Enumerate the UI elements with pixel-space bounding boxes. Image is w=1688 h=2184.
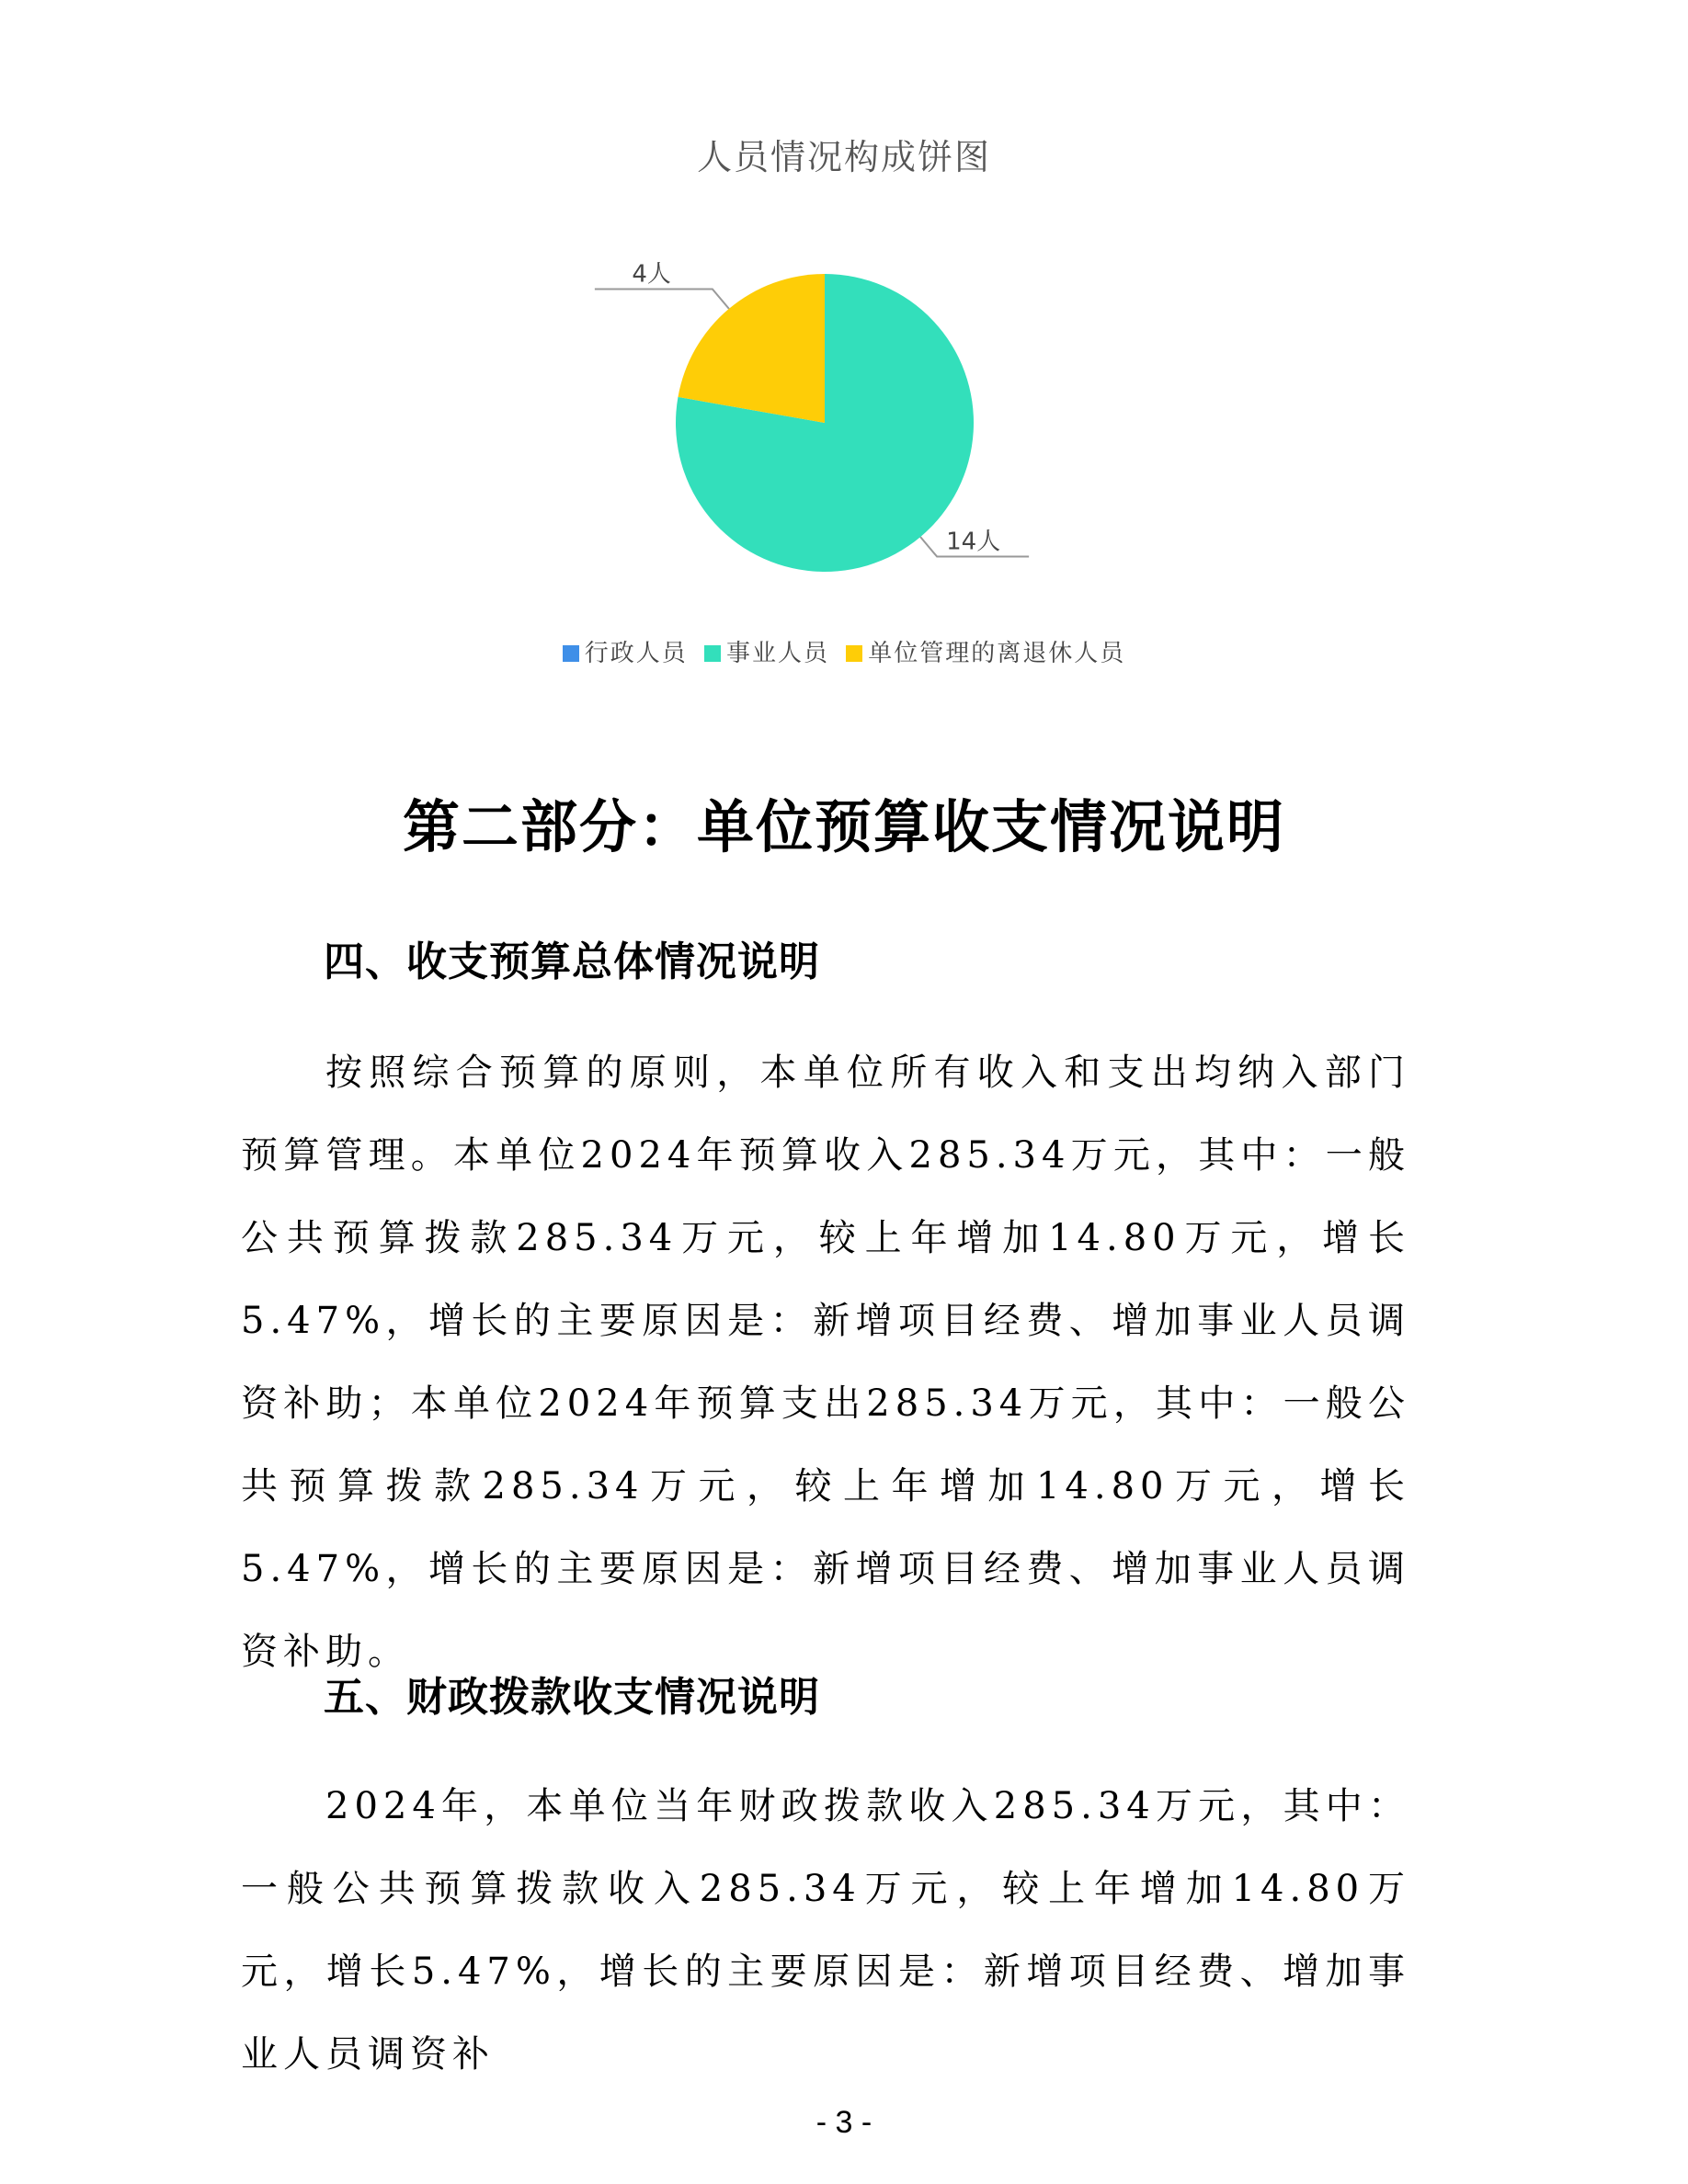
pie-label-retired-leader	[595, 289, 729, 308]
pie-label-retired: 4人	[632, 260, 671, 289]
section-title: 第二部分：单位预算收支情况说明	[402, 793, 1285, 860]
paragraph-overall-budget: 按照综合预算的原则，本单位所有收入和支出均纳入部门预算管理。本单位2024年预算收入285.34万元，其中：一般公共预算拨款285.34万元，较上年增加14.80万元，增长5.47%，增长的主要原因是：新增项目经费、增加事业人员调资补助；本单位2024年预算支出285.34万元，其中：一般公共预算拨款285.34万元，较上年增加14.80万元，增长5.47%，增长的主要原因是：新增项目经费、增加事业人员调资补助。	[241, 1052, 1410, 1673]
paragraph-fiscal-appropriation: 2024年，本单位当年财政拨款收入285.34万元，其中：一般公共预算拨款收入285.34万元，较上年增加14.80万元，增长5.47%，增长的主要原因是：新增项目经费、增加事业人员调资补	[241, 1785, 1410, 2076]
chart-title: 人员情况构成饼图	[696, 137, 991, 177]
legend-swatch-retired	[846, 645, 862, 662]
chart-legend	[0, 634, 1688, 668]
legend-label-institution: 事业人员	[725, 640, 829, 667]
legend-item-institution	[704, 634, 829, 668]
pie-chart	[0, 0, 1688, 625]
legend-label-admin: 行政人员	[584, 640, 688, 667]
heading-overall-budget: 四、收支预算总体情况说明	[324, 938, 820, 985]
heading-fiscal-appropriation: 五、财政拨款收支情况说明	[324, 1674, 820, 1721]
pie-label-institution: 14人	[946, 528, 1001, 556]
legend-item-retired	[846, 634, 1125, 668]
legend-label-retired: 单位管理的离退休人员	[868, 640, 1126, 667]
legend-item-admin	[563, 634, 688, 668]
legend-swatch-institution	[704, 645, 721, 662]
legend-swatch-admin	[563, 645, 579, 662]
page-number: - 3 -	[815, 2105, 873, 2140]
pie-slice-retired	[678, 274, 825, 423]
